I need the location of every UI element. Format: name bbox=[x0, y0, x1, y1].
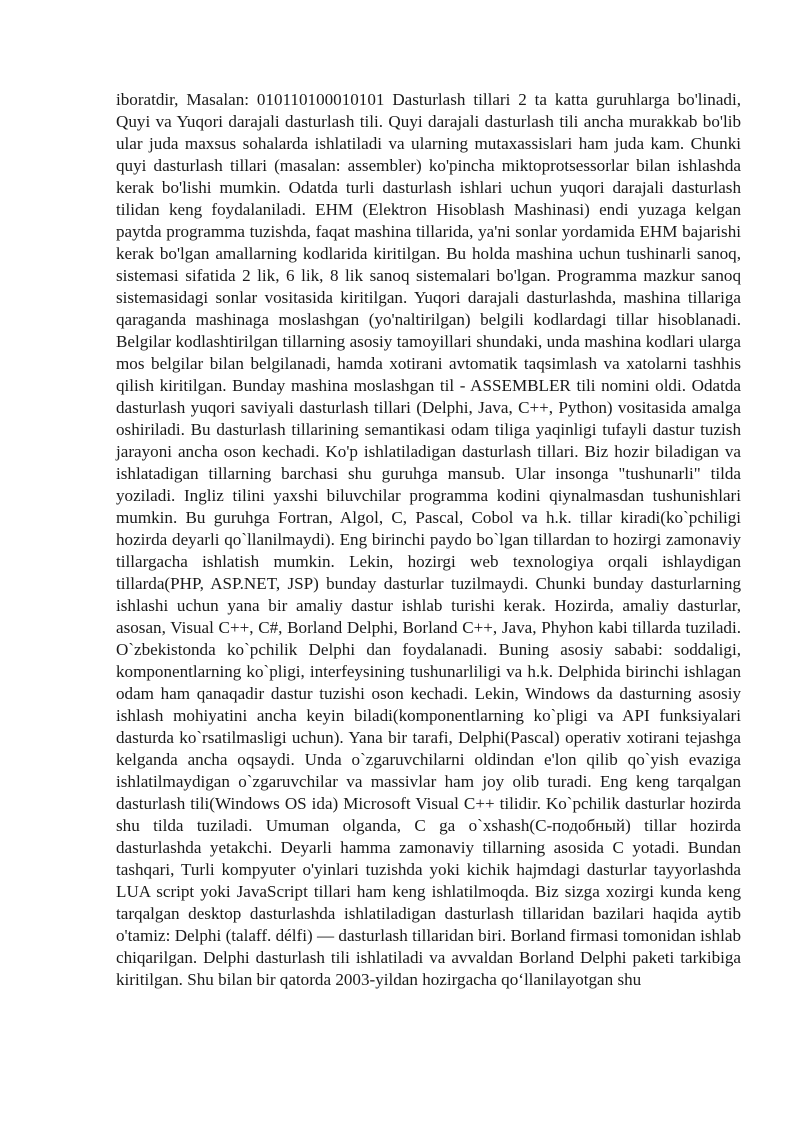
body-paragraph: iboratdir, Masalan: 010110100010101 Dasturlash tillari 2 ta katta guruhlarga bo'linadi, Quyi va Yuqori darajali dasturlash tili. Quyi darajali dasturlash tili ancha murakkab bo'lib ular juda maxsus sohalarda ishlatiladi va ularning mutaxassislari ham juda kam. Chunki quyi dasturlash tillari (masalan: assembler) ko'pincha miktoprotsessorlar bilan ishlashda kerak bo'lishi mumkin. Odatda turli dasturlash ishlari uchun yuqori darajali dasturlash tilidan keng foydalaniladi. EHM (Elektron Hisoblash Mashinasi) endi yuzaga kelgan paytda programma tuzishda, faqat mashina tillarida, ya'ni sonlar yordamida EHM bajarishi kerak bo'lgan amallarning kodlarida kiritilgan. Bu holda mashina uchun tushinarli sanoq, sistemasi sifatida 2 lik, 6 lik, 8 lik sanoq sistemalari bo'lgan. Programma mazkur sanoq sistemasidagi sonlar vositasida kiritilgan. Yuqori darajali dasturlashda, mashina tillariga qaraganda mashinaga moslashgan (yo'naltirilgan) belgili kodlardagi tillar hisoblanadi. Belgilar kodlashtirilgan tillarning asosiy tamoyillari shundaki, unda mashina kodlari ularga mos belgilar bilan belgilanadi, hamda xotirani avtomatik taqsimlash va xatolarni tashhis qilish kiritilgan. Bunday mashina moslashgan til - ASSEMBLER tili nomini oldi. Odatda dasturlash yuqori saviyali dasturlash tillari (Delphi, Java, C++, Python) vositasida amalga oshiriladi. Bu dasturlash tillarining semantikasi odam tiliga yaqinligi tufayli dastur tuzish jarayoni ancha oson kechadi. Ko'p ishlatiladigan dasturlash tillari. Biz hozir biladigan va ishlatadigan tillarning barchasi shu guruhga mansub. Ular insonga "tushunarli" tilda yoziladi. Ingliz tilini yaxshi biluvchilar programma kodini qiynalmasdan tushunishlari mumkin. Bu guruhga Fortran, Algol, C, Pascal, Cobol va h.k. tillar kiradi(ko`pchiligi hozirda deyarli qo`llanilmaydi). Eng birinchi paydo bo`lgan tillardan to hozirgi zamonaviy tillargacha ishlatish mumkin. Lekin, hozirgi web texnologiya orqali ishlaydigan tillarda(PHP, ASP.NET, JSP) bunday dasturlar tuzilmaydi. Chunki bunday dasturlarning ishlashi uchun yana bir amaliy dastur ishlab turishi kerak. Hozirda, amaliy dasturlar, asosan, Visual C++, C#, Borland Delphi, Borland C++, Java, Phyhon kabi tillarda tuziladi. O`zbekistonda ko`pchilik Delphi dan foydalanadi. Buning asosiy sababi: soddaligi, komponentlarning ko`pligi, interfeysining tushunarliligi va h.k. Delphida birinchi ishlagan odam ham qanaqadir dastur tuzishi oson kechadi. Lekin, Windows da dasturning asosiy ishlash mohiyatini ancha keyin biladi(komponentlarning ko`pligi va API funksiyalari dasturda ko`rsatilmasligi uchun). Yana bir tarafi, Delphi(Pascal) operativ xotirani tejashga kelganda ancha oqsaydi. Unda o`zgaruvchilarni oldindan e'lon qilib qo`yish evaziga ishlatilmaydigan o`zgaruvchilar va massivlar ham joy olib turadi. Eng keng tarqalgan dasturlash tili(Windows OS ida) Microsoft Visual C++ tilidir. Ko`pchilik dasturlar hozirda shu tilda tuziladi. Umuman olganda, C ga o`xshash(C-подобный) tillar hozirda dasturlashda yetakchi. Deyarli hamma zamonaviy tillarning asosida C yotadi. Bundan tashqari, Turli kompyuter o'yinlari tuzishda yoki kichik hajmdagi dasturlar tayyorlashda LUA script yoki JavaScript tillari ham keng ishlatilmoqda. Biz sizga xozirgi kunda keng tarqalgan desktop dasturlashda ishlatiladigan dasturlash tillaridan bazilari haqida aytib o'tamiz: Delphi (talaff. délfi) — dasturlash tillaridan biri. Borland firmasi tomonidan ishlab chiqarilgan. Delphi dasturlash tili ishlatiladi va avvaldan Borland Delphi paketi tarkibiga kiritilgan. Shu bilan bir qatorda 2003-yildan hozirgacha qo‘llanilayotgan shu bbox=[116, 90, 741, 989]
